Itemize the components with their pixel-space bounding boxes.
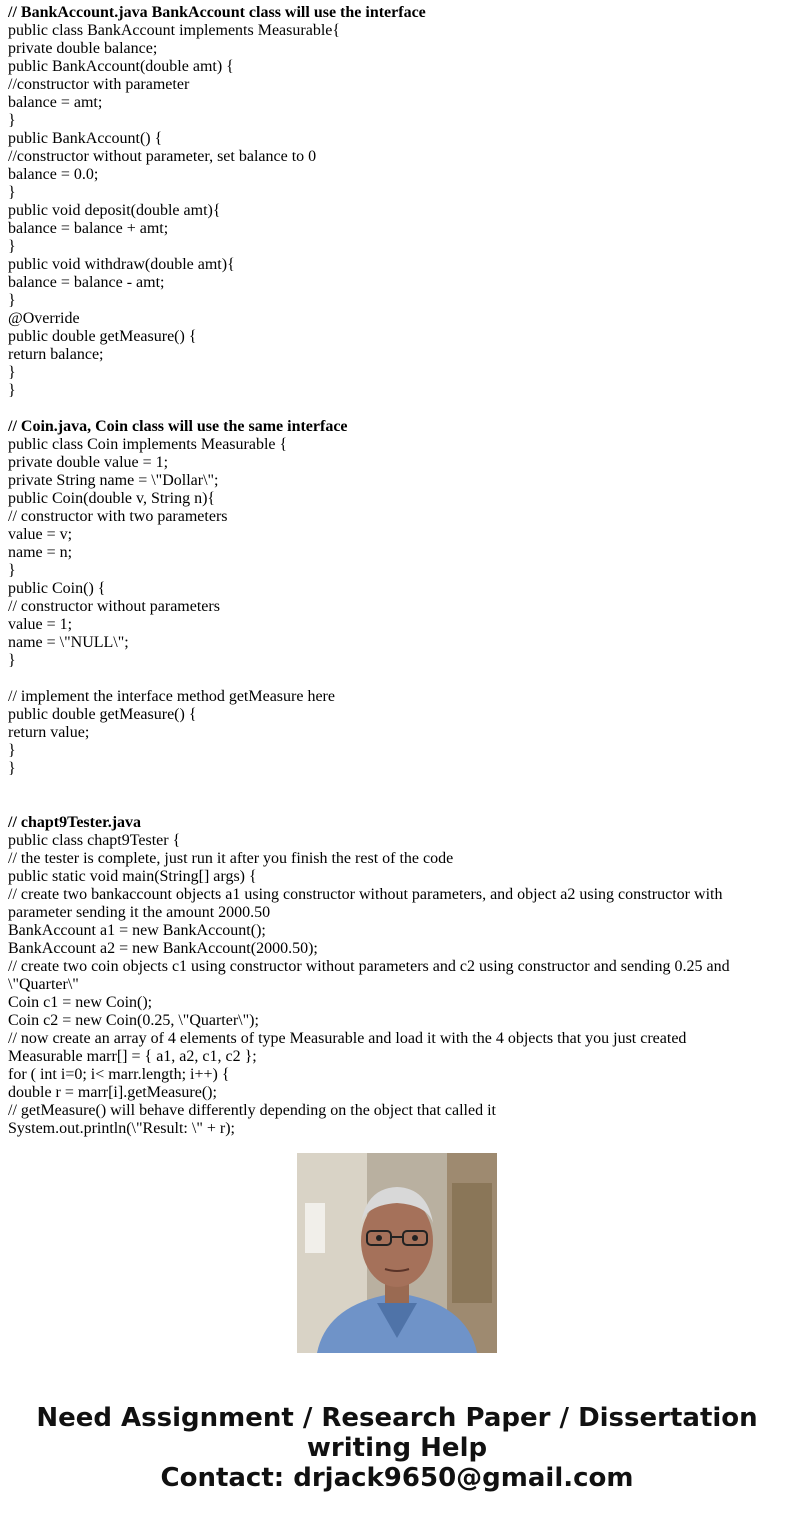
code-line: Coin c1 = new Coin(); (8, 994, 153, 1011)
code-line: public double getMeasure() { (8, 328, 197, 345)
code-line: //constructor with parameter (8, 76, 190, 93)
code-line: public BankAccount() { (8, 130, 163, 147)
code-line (8, 796, 778, 814)
footer-banner (0, 1403, 794, 1493)
code-line: public double getMeasure() { (8, 706, 197, 723)
code-line: // create two bankaccount objects a1 using constructor without parameters, and object a2 using constructor with parameter sending it the amount 2000.50 (8, 886, 727, 921)
code-line: return value; (8, 724, 90, 741)
code-line: // create two coin objects c1 using constructor without parameters and c2 using constructor and sending 0.25 and \"Quarter\" (8, 958, 734, 993)
code-line: BankAccount a2 = new BankAccount(2000.50); (8, 940, 318, 957)
portrait-image (297, 1153, 497, 1353)
author-avatar (297, 1153, 497, 1353)
section-heading: // chapt9Tester.java (8, 814, 142, 831)
code-line: } (8, 562, 16, 579)
code-line: //constructor without parameter, set balance to 0 (8, 148, 317, 165)
code-line: private double value = 1; (8, 454, 169, 471)
code-line: } (8, 184, 16, 201)
code-line: balance = balance + amt; (8, 220, 169, 237)
code-line: public Coin() { (8, 580, 106, 597)
code-line: // constructor with two parameters (8, 508, 228, 525)
code-line: } (8, 112, 16, 129)
code-line: public void withdraw(double amt){ (8, 256, 235, 273)
code-line: } (8, 364, 16, 381)
code-line: } (8, 760, 16, 777)
code-line: public class BankAccount implements Measurable{ (8, 22, 341, 39)
code-line: // getMeasure() will behave differently depending on the object that called it (8, 1102, 496, 1119)
code-line: // constructor without parameters (8, 598, 220, 615)
code-line: } (8, 382, 16, 399)
code-line: private double balance; (8, 40, 158, 57)
section-heading: // Coin.java, Coin class will use the same interface (8, 418, 348, 435)
code-line: public class chapt9Tester { (8, 832, 181, 849)
code-line: private String name = \"Dollar\"; (8, 472, 219, 489)
code-line: @Override (8, 310, 80, 327)
code-line: } (8, 742, 16, 759)
code-line: System.out.println(\"Result: \" + r); (8, 1120, 235, 1137)
code-line: BankAccount a1 = new BankAccount(); (8, 922, 266, 939)
code-line: } (8, 238, 16, 255)
code-line: balance = 0.0; (8, 166, 99, 183)
footer-line-2: writing Help (306, 1433, 488, 1463)
code-line (8, 400, 778, 418)
code-line: public Coin(double v, String n){ (8, 490, 216, 507)
code-line: name = n; (8, 544, 73, 561)
code-document (8, 4, 778, 1137)
code-line: public static void main(String[] args) { (8, 868, 257, 885)
code-line: // the tester is complete, just run it after you finish the rest of the code (8, 850, 454, 867)
code-line: } (8, 652, 16, 669)
code-line: for ( int i=0; i< marr.length; i++) { (8, 1066, 230, 1083)
code-line: public BankAccount(double amt) { (8, 58, 234, 75)
code-line: balance = amt; (8, 94, 103, 111)
code-line: value = 1; (8, 616, 73, 633)
code-line: balance = balance - amt; (8, 274, 165, 291)
code-line: double r = marr[i].getMeasure(); (8, 1084, 217, 1101)
code-line: } (8, 292, 16, 309)
code-line: name = \"NULL\"; (8, 634, 129, 651)
code-line: // implement the interface method getMeasure here (8, 688, 335, 705)
code-line: Coin c2 = new Coin(0.25, \"Quarter\"); (8, 1012, 259, 1029)
code-line: Measurable marr[] = { a1, a2, c1, c2 }; (8, 1048, 257, 1065)
code-line: public class Coin implements Measurable { (8, 436, 288, 453)
code-line: public void deposit(double amt){ (8, 202, 221, 219)
footer-contact[interactable]: Contact: drjack9650@gmail.com (160, 1463, 634, 1493)
code-line: // now create an array of 4 elements of type Measurable and load it with the 4 objects that you just created (8, 1030, 687, 1047)
code-line (8, 670, 778, 688)
code-line (8, 778, 778, 796)
footer-line-1: Need Assignment / Research Paper / Dissertation (36, 1403, 758, 1433)
code-line: return balance; (8, 346, 104, 363)
code-line: value = v; (8, 526, 73, 543)
section-heading: // BankAccount.java BankAccount class will use the interface (8, 4, 426, 21)
